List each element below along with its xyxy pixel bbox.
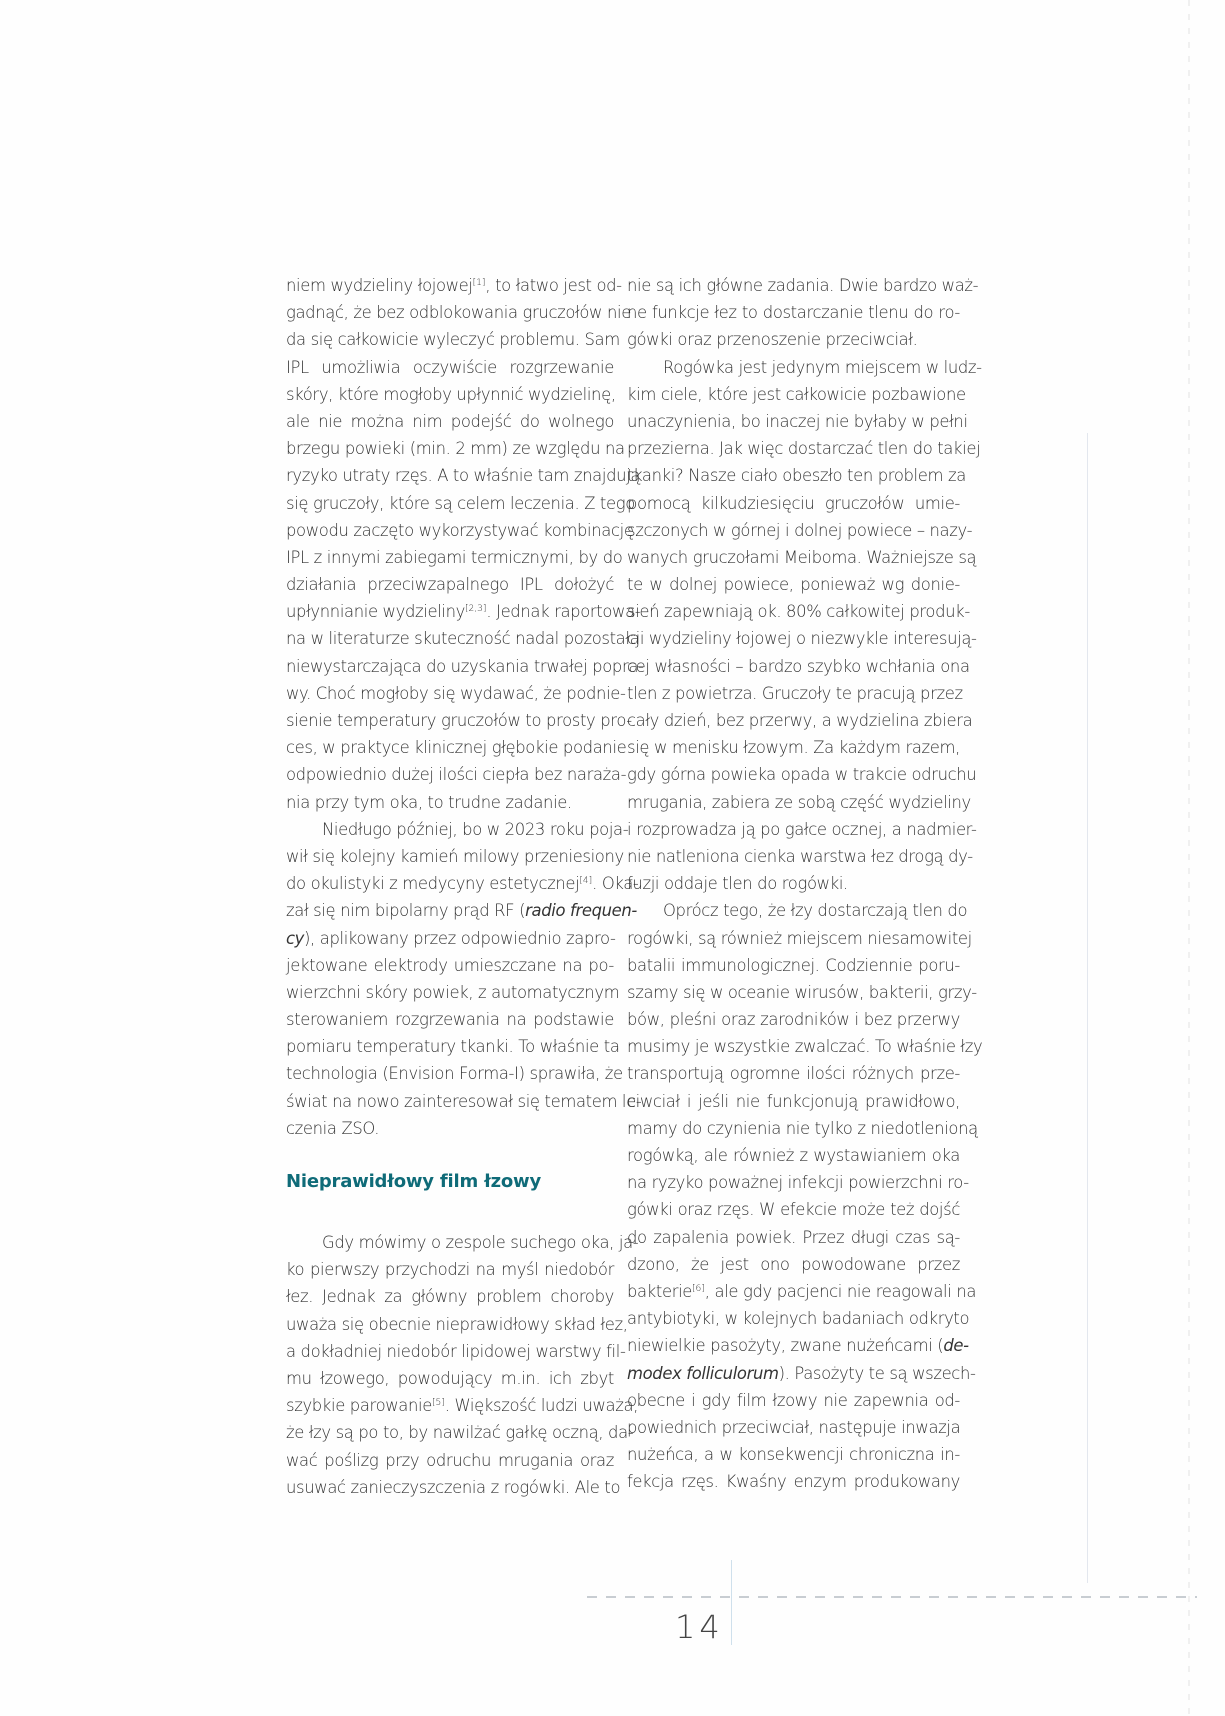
text-segment: nie natleniona cienka warstwa łez drogą dy- (627, 846, 973, 866)
text-line (627, 952, 960, 979)
text-line (627, 598, 970, 625)
text-segment: batalii immunologicznej. Codziennie poru- (627, 955, 960, 975)
text-line (627, 462, 966, 489)
citation-ref: [4] (579, 876, 593, 887)
text-line (627, 1468, 960, 1495)
text-line (286, 408, 614, 435)
text-segment: powodu zaczęto wykorzystywać kombinację (286, 520, 634, 540)
text-line (627, 1441, 960, 1468)
text-segment: się gruczoły, które są celem leczenia. Z tego (286, 493, 635, 513)
text-line (286, 843, 624, 870)
text-segment: i rozprowadza ją po gałce ocznej, a nadmier- (627, 819, 977, 839)
text-segment: wy. Choć mogłoby się wydawać, że podnie- (286, 683, 626, 703)
text-line (627, 1387, 960, 1414)
text-line (627, 544, 977, 571)
text-segment: ale nie można nim podejść do wolnego (286, 411, 614, 431)
text-segment: gdy górna powieka opada w trakcie odruchu (627, 765, 977, 785)
text-segment: się w menisku łzowym. Za każdym razem, (627, 738, 960, 758)
text-line (627, 1332, 969, 1359)
text-line (286, 598, 641, 625)
text-segment: ne funkcje łez to dostarczanie tlenu do ro- (627, 303, 960, 323)
text-line (286, 707, 632, 734)
text-line (286, 381, 614, 408)
text-line (286, 1392, 639, 1419)
text-line (627, 517, 973, 544)
text-segment: szybkie parowanie (286, 1396, 432, 1416)
text-segment: odpowiednio dużej ilości ciepła bez naraża- (286, 765, 627, 785)
text-segment: ciwciał i jeśli nie funkcjonują prawidłowo, (627, 1091, 960, 1111)
text-segment: ryzyko utraty rzęs. A to właśnie tam znajdują (286, 466, 641, 486)
text-line (627, 680, 963, 707)
page-number: 14 (675, 1608, 724, 1646)
text-segment: czenia ZSO. (286, 1118, 380, 1138)
text-segment: te w dolnej powiece, ponieważ wg donie- (627, 575, 960, 595)
text-segment: do zapalenia powiek. Przez długi czas są- (627, 1227, 960, 1247)
text-line (627, 1251, 960, 1278)
text-line (286, 925, 614, 952)
text-line (627, 1196, 960, 1223)
text-line (286, 625, 640, 652)
text-segment: powiednich przeciwciał, następuje inwazja (627, 1417, 961, 1437)
text-line (286, 462, 641, 489)
text-line (627, 299, 960, 326)
text-segment: upłynnianie wydzieliny (286, 602, 466, 622)
text-line (286, 1229, 639, 1256)
text-segment: unaczynienia, bo inaczej nie byłaby w pełni (627, 411, 968, 431)
text-segment: niewystarczająca do uzyskania trwałej popra- (286, 656, 644, 676)
text-segment: nie są ich główne zadania. Dwie bardzo waż- (627, 276, 979, 295)
text-line (286, 1419, 634, 1446)
text-segment: usuwać zanieczyszczenia z rogówki. Ale to (286, 1477, 621, 1497)
text-segment: ko pierwszy przychodzi na myśl niedobór (286, 1260, 614, 1280)
text-line (627, 272, 979, 299)
text-segment: fekcja rzęs. Kwaśny enzym produkowany (627, 1472, 960, 1492)
text-line (286, 571, 614, 598)
text-segment: mu łzowego, powodujący m.in. ich zbyt (286, 1368, 614, 1388)
text-segment: gówki oraz przenoszenie przeciwciał. (627, 330, 918, 350)
text-segment: sienie temperatury gruczołów to prosty pro- (286, 711, 632, 730)
text-line (286, 1365, 614, 1392)
text-segment: Niedługo później, bo w 2023 roku poja- (322, 819, 629, 839)
footer-vertical-rule (731, 1560, 732, 1645)
text-segment: łez. Jednak za główny problem choroby (286, 1287, 614, 1307)
text-segment: IPL umożliwia oczywiście rozgrzewanie (286, 357, 614, 377)
text-segment: gówki oraz rzęs. W efekcie może też dojść (627, 1200, 960, 1220)
text-segment: fuzji oddaje tlen do rogówki. (627, 874, 848, 894)
text-segment: ces, w praktyce klinicznej głębokie podanie (286, 738, 627, 758)
text-segment: wił się kolejny kamień milowy przeniesiony (286, 846, 624, 866)
text-segment: na ryzyko poważnej infekcji powierzchni ro- (627, 1173, 969, 1193)
text-line (627, 761, 977, 788)
text-line (286, 761, 627, 788)
text-segment: do okulistyki z medycyny estetycznej (286, 874, 580, 894)
text-line (286, 354, 614, 381)
text-line (627, 571, 960, 598)
text-segment: pomocą kilkudziesięciu gruczołów umie- (627, 493, 960, 513)
text-line (286, 1447, 614, 1474)
text-line (627, 490, 960, 517)
text-segment: antybiotyki, w kolejnych badaniach odkryto (627, 1309, 970, 1329)
text-line (627, 1006, 960, 1033)
text-segment: , ale gdy pacjenci nie reagowali na (704, 1281, 977, 1301)
text-line (627, 707, 973, 734)
text-segment: wierzchni skóry powiek, z automatycznym (286, 982, 620, 1002)
text-segment: ), aplikowany przez odpowiednio zapro- (304, 928, 616, 948)
text-segment: cji wydzieliny łojowej o niezwykle interesują- (627, 629, 977, 649)
text-line (627, 1414, 960, 1441)
text-segment: transportują ogromne ilości różnych prze- (627, 1064, 960, 1084)
text-line (286, 816, 629, 843)
text-line (627, 1224, 960, 1251)
text-segment: bakterie (627, 1281, 693, 1301)
text-line (627, 897, 968, 924)
text-line (286, 435, 625, 462)
text-line (286, 1283, 614, 1310)
text-segment: uważa się obecnie nieprawidłowy skład łez, (286, 1314, 628, 1334)
text-segment: pomiaru temperatury tkanki. To właśnie ta (286, 1037, 620, 1057)
text-segment: jektowane elektrody umieszczane na po- (286, 955, 614, 975)
text-segment: Gdy mówimy o zespole suchego oka, ja- (322, 1233, 639, 1252)
text-line (286, 653, 644, 680)
text-segment: wać poślizg przy odruchu mrugania oraz (286, 1450, 614, 1470)
text-segment: cej własności – bardzo szybko wchłania ona (627, 656, 970, 676)
text-segment: sień zapewniają ok. 80% całkowitej produk- (627, 602, 970, 622)
citation-ref: [6] (692, 1283, 705, 1294)
text-line (286, 734, 627, 761)
text-line (286, 1006, 614, 1033)
text-line (627, 326, 960, 353)
left-column (286, 272, 644, 1501)
text-segment: wanych gruczołami Meiboma. Ważniejsze są (627, 547, 977, 567)
text-segment: skóry, które mogłoby upłynnić wydzielinę, (286, 384, 616, 404)
text-segment: musimy je wszystkie zwalczać. To właśnie łzy (627, 1037, 983, 1057)
text-line (627, 435, 981, 462)
text-segment: niewielkie pasożyty, zwane nużeńcami ( (627, 1336, 944, 1356)
text-line (286, 1256, 614, 1283)
italic-text: de- (943, 1336, 969, 1356)
left-text-block-2 (286, 1229, 639, 1501)
text-line (286, 1088, 642, 1115)
text-line (627, 408, 968, 435)
text-segment: da się całkowicie wyleczyć problemu. Sam (286, 330, 620, 350)
text-segment: cały dzień, bez przerwy, a wydzielina zbiera (627, 711, 973, 730)
text-segment: ). Pasożyty te są wszech- (778, 1363, 976, 1383)
text-line (627, 789, 971, 816)
text-line (286, 897, 637, 924)
text-segment: szczonych w górnej i dolnej powiece – nazy- (627, 520, 973, 540)
text-line (627, 1060, 960, 1087)
text-line (286, 1060, 623, 1087)
text-segment: że łzy są po to, by nawilżać gałkę oczną, da- (286, 1423, 634, 1443)
text-line (286, 1311, 628, 1338)
text-line (627, 653, 970, 680)
text-segment: nużeńca, a w konsekwencji chroniczna in- (627, 1445, 960, 1465)
citation-ref: [1] (472, 278, 486, 288)
text-line (286, 326, 620, 353)
footer-divider (587, 1596, 1197, 1598)
text-line (627, 1115, 978, 1142)
text-line (627, 1305, 970, 1332)
text-segment: sterowaniem rozgrzewania na podstawie (286, 1010, 614, 1030)
text-segment: tlen z powietrza. Gruczoły te pracują przez (627, 683, 963, 703)
text-line (286, 544, 623, 571)
text-segment: nia przy tym oka, to trudne zadanie. (286, 792, 572, 812)
text-segment: . Jednak raportowa- (486, 602, 641, 622)
text-line (286, 1338, 626, 1365)
text-line (286, 299, 631, 326)
text-segment: mrugania, zabiera ze sobą część wydzieliny (627, 792, 971, 812)
text-segment: rogówką, ale również z wystawianiem oka (627, 1146, 960, 1165)
text-segment: brzegu powieki (min. 2 mm) ze względu na (286, 439, 625, 459)
text-line (627, 925, 972, 952)
right-text-block (627, 272, 983, 1495)
text-line (627, 625, 977, 652)
text-line (627, 870, 960, 897)
text-segment: Oprócz tego, że łzy dostarczają tlen do (663, 901, 968, 921)
text-line (286, 1033, 620, 1060)
text-line (627, 1142, 960, 1169)
text-line (627, 1033, 983, 1060)
text-segment: przezierna. Jak więc dostarczać tlen do takiej (627, 439, 981, 459)
text-line (627, 979, 977, 1006)
text-segment: a dokładniej niedobór lipidowej warstwy fil- (286, 1341, 626, 1361)
text-line (286, 789, 614, 816)
text-line (627, 381, 966, 408)
text-segment: , to łatwo jest od- (485, 276, 622, 295)
italic-text: radio frequen- (525, 901, 637, 921)
text-line (286, 490, 635, 517)
section-heading: Nieprawidłowy film łzowy (286, 1171, 541, 1192)
text-segment: . Większość ludzi uważa, (444, 1396, 639, 1416)
text-line (627, 1360, 976, 1387)
text-segment: bów, pleśni oraz zarodników i bez przerwy (627, 1010, 960, 1030)
text-segment: IPL z innymi zabiegami termicznymi, by do (286, 547, 623, 567)
italic-text: modex folliculorum (627, 1363, 779, 1383)
text-line (627, 1088, 960, 1115)
text-segment: . Oka- (592, 874, 639, 894)
text-line (627, 1278, 977, 1305)
text-line (286, 517, 634, 544)
text-line (286, 870, 639, 897)
right-column (627, 272, 983, 1495)
text-segment: dzono, że jest ono powodowane przez (627, 1254, 960, 1274)
text-segment: działania przeciwzapalnego IPL dołożyć (286, 575, 614, 595)
text-segment: szamy się w oceanie wirusów, bakterii, grzy- (627, 982, 977, 1002)
text-line (286, 952, 614, 979)
text-segment: technologia (Envision Forma-I) sprawiła, że (286, 1064, 623, 1084)
text-segment: obecne i gdy film łzowy nie zapewnia od- (627, 1390, 960, 1410)
text-segment: zał się nim bipolarny prąd RF ( (286, 901, 526, 921)
italic-text: cy (286, 928, 305, 948)
text-segment: tkanki? Nasze ciało obeszło ten problem za (627, 466, 966, 486)
text-line (286, 1115, 614, 1142)
text-line (286, 979, 620, 1006)
margin-rule (1087, 433, 1088, 1583)
text-line (286, 1474, 621, 1501)
scan-edge (1188, 0, 1190, 1716)
text-line (627, 734, 960, 761)
text-line (627, 354, 982, 381)
citation-ref: [2,3] (465, 604, 487, 615)
text-segment: na w literaturze skuteczność nadal pozostała (286, 629, 640, 649)
left-text-block-1 (286, 272, 644, 1142)
text-segment: gadnąć, że bez odblokowania gruczołów nie (286, 303, 631, 323)
text-segment: Rogówka jest jedynym miejscem w ludz- (663, 357, 982, 377)
text-line (627, 816, 977, 843)
text-segment: rogówki, są również miejscem niesamowitej (627, 928, 972, 948)
text-segment: kim ciele, które jest całkowicie pozbawione (627, 384, 966, 404)
text-line (627, 1169, 969, 1196)
citation-ref: [5] (431, 1398, 445, 1409)
text-line (286, 680, 626, 707)
text-line (627, 843, 973, 870)
text-segment: niem wydzieliny łojowej (286, 276, 473, 295)
text-segment: mamy do czynienia nie tylko z niedotlenioną (627, 1118, 978, 1138)
text-segment: świat na nowo zainteresował się tematem le- (286, 1091, 642, 1111)
text-line (286, 272, 622, 299)
